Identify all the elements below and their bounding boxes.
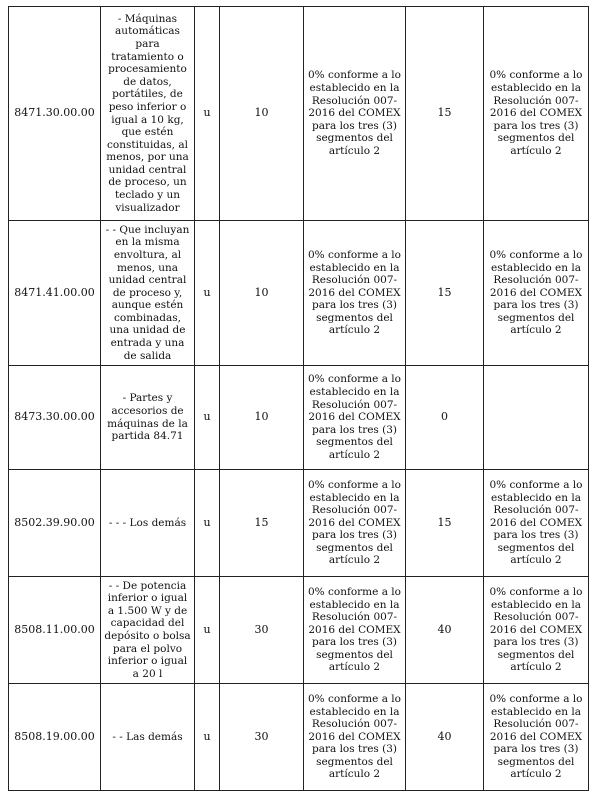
base-rate: 15	[220, 470, 304, 577]
rate-note-secondary: 0% conforme a lo establecido en la Resolución 007-2016 del COMEX para los tres (3) segmentos del artículo 2	[484, 221, 589, 366]
unit-of-measure: u	[195, 577, 220, 684]
base-rate: 30	[220, 577, 304, 684]
staging-category: 0	[406, 366, 484, 470]
unit-of-measure: u	[195, 221, 220, 366]
table-row	[9, 366, 589, 470]
staging-category: 40	[406, 577, 484, 684]
unit-of-measure: u	[195, 7, 220, 221]
rate-note: 0% conforme a lo establecido en la Resolución 007-2016 del COMEX para los tres (3) segmentos del artículo 2	[304, 366, 406, 470]
product-description: - - Que incluyan en la misma envoltura, al menos, una unidad central de proceso y, aunque estén combinadas, una unidad de entrada y una de salida	[101, 221, 195, 366]
product-description: - - - Los demás	[101, 470, 195, 577]
rate-note: 0% conforme a lo establecido en la Resolución 007-2016 del COMEX para los tres (3) segmentos del artículo 2	[304, 7, 406, 221]
table-row	[9, 684, 589, 791]
product-description: - - De potencia inferior o igual a 1.500 W y de capacidad del depósito o bolsa para el polvo inferior o igual a 20 l	[101, 577, 195, 684]
rate-note-secondary	[484, 366, 589, 470]
rate-note: 0% conforme a lo establecido en la Resolución 007-2016 del COMEX para los tres (3) segmentos del artículo 2	[304, 684, 406, 791]
staging-category: 15	[406, 221, 484, 366]
tariff-code: 8471.41.00.00	[9, 221, 101, 366]
product-description: - - Las demás	[101, 684, 195, 791]
rate-note-secondary: 0% conforme a lo establecido en la Resolución 007-2016 del COMEX para los tres (3) segmentos del artículo 2	[484, 684, 589, 791]
table-row	[9, 577, 589, 684]
unit-of-measure: u	[195, 470, 220, 577]
rate-note-secondary: 0% conforme a lo establecido en la Resolución 007-2016 del COMEX para los tres (3) segmentos del artículo 2	[484, 7, 589, 221]
base-rate: 10	[220, 366, 304, 470]
staging-category: 40	[406, 684, 484, 791]
rate-note-secondary: 0% conforme a lo establecido en la Resolución 007-2016 del COMEX para los tres (3) segmentos del artículo 2	[484, 470, 589, 577]
rate-note: 0% conforme a lo establecido en la Resolución 007-2016 del COMEX para los tres (3) segmentos del artículo 2	[304, 221, 406, 366]
tariff-code: 8502.39.90.00	[9, 470, 101, 577]
base-rate: 30	[220, 684, 304, 791]
rate-note: 0% conforme a lo establecido en la Resolución 007-2016 del COMEX para los tres (3) segmentos del artículo 2	[304, 577, 406, 684]
product-description: - Máquinas automáticas para tratamiento o procesamiento de datos, portátiles, de peso inferior o igual a 10 kg, que estén constituidas, al menos, por una unidad central de proceso, un teclado y un visualizador	[101, 7, 195, 221]
unit-of-measure: u	[195, 366, 220, 470]
base-rate: 10	[220, 7, 304, 221]
tariff-code: 8508.19.00.00	[9, 684, 101, 791]
unit-of-measure: u	[195, 684, 220, 791]
table-row	[9, 7, 589, 221]
staging-category: 15	[406, 7, 484, 221]
tariff-table	[8, 6, 589, 791]
tariff-code: 8508.11.00.00	[9, 577, 101, 684]
table-row	[9, 470, 589, 577]
tariff-code: 8471.30.00.00	[9, 7, 101, 221]
staging-category: 15	[406, 470, 484, 577]
base-rate: 10	[220, 221, 304, 366]
tariff-code: 8473.30.00.00	[9, 366, 101, 470]
rate-note: 0% conforme a lo establecido en la Resolución 007-2016 del COMEX para los tres (3) segmentos del artículo 2	[304, 470, 406, 577]
rate-note-secondary: 0% conforme a lo establecido en la Resolución 007-2016 del COMEX para los tres (3) segmentos del artículo 2	[484, 577, 589, 684]
table-row	[9, 221, 589, 366]
product-description: - Partes y accesorios de máquinas de la partida 84.71	[101, 366, 195, 470]
